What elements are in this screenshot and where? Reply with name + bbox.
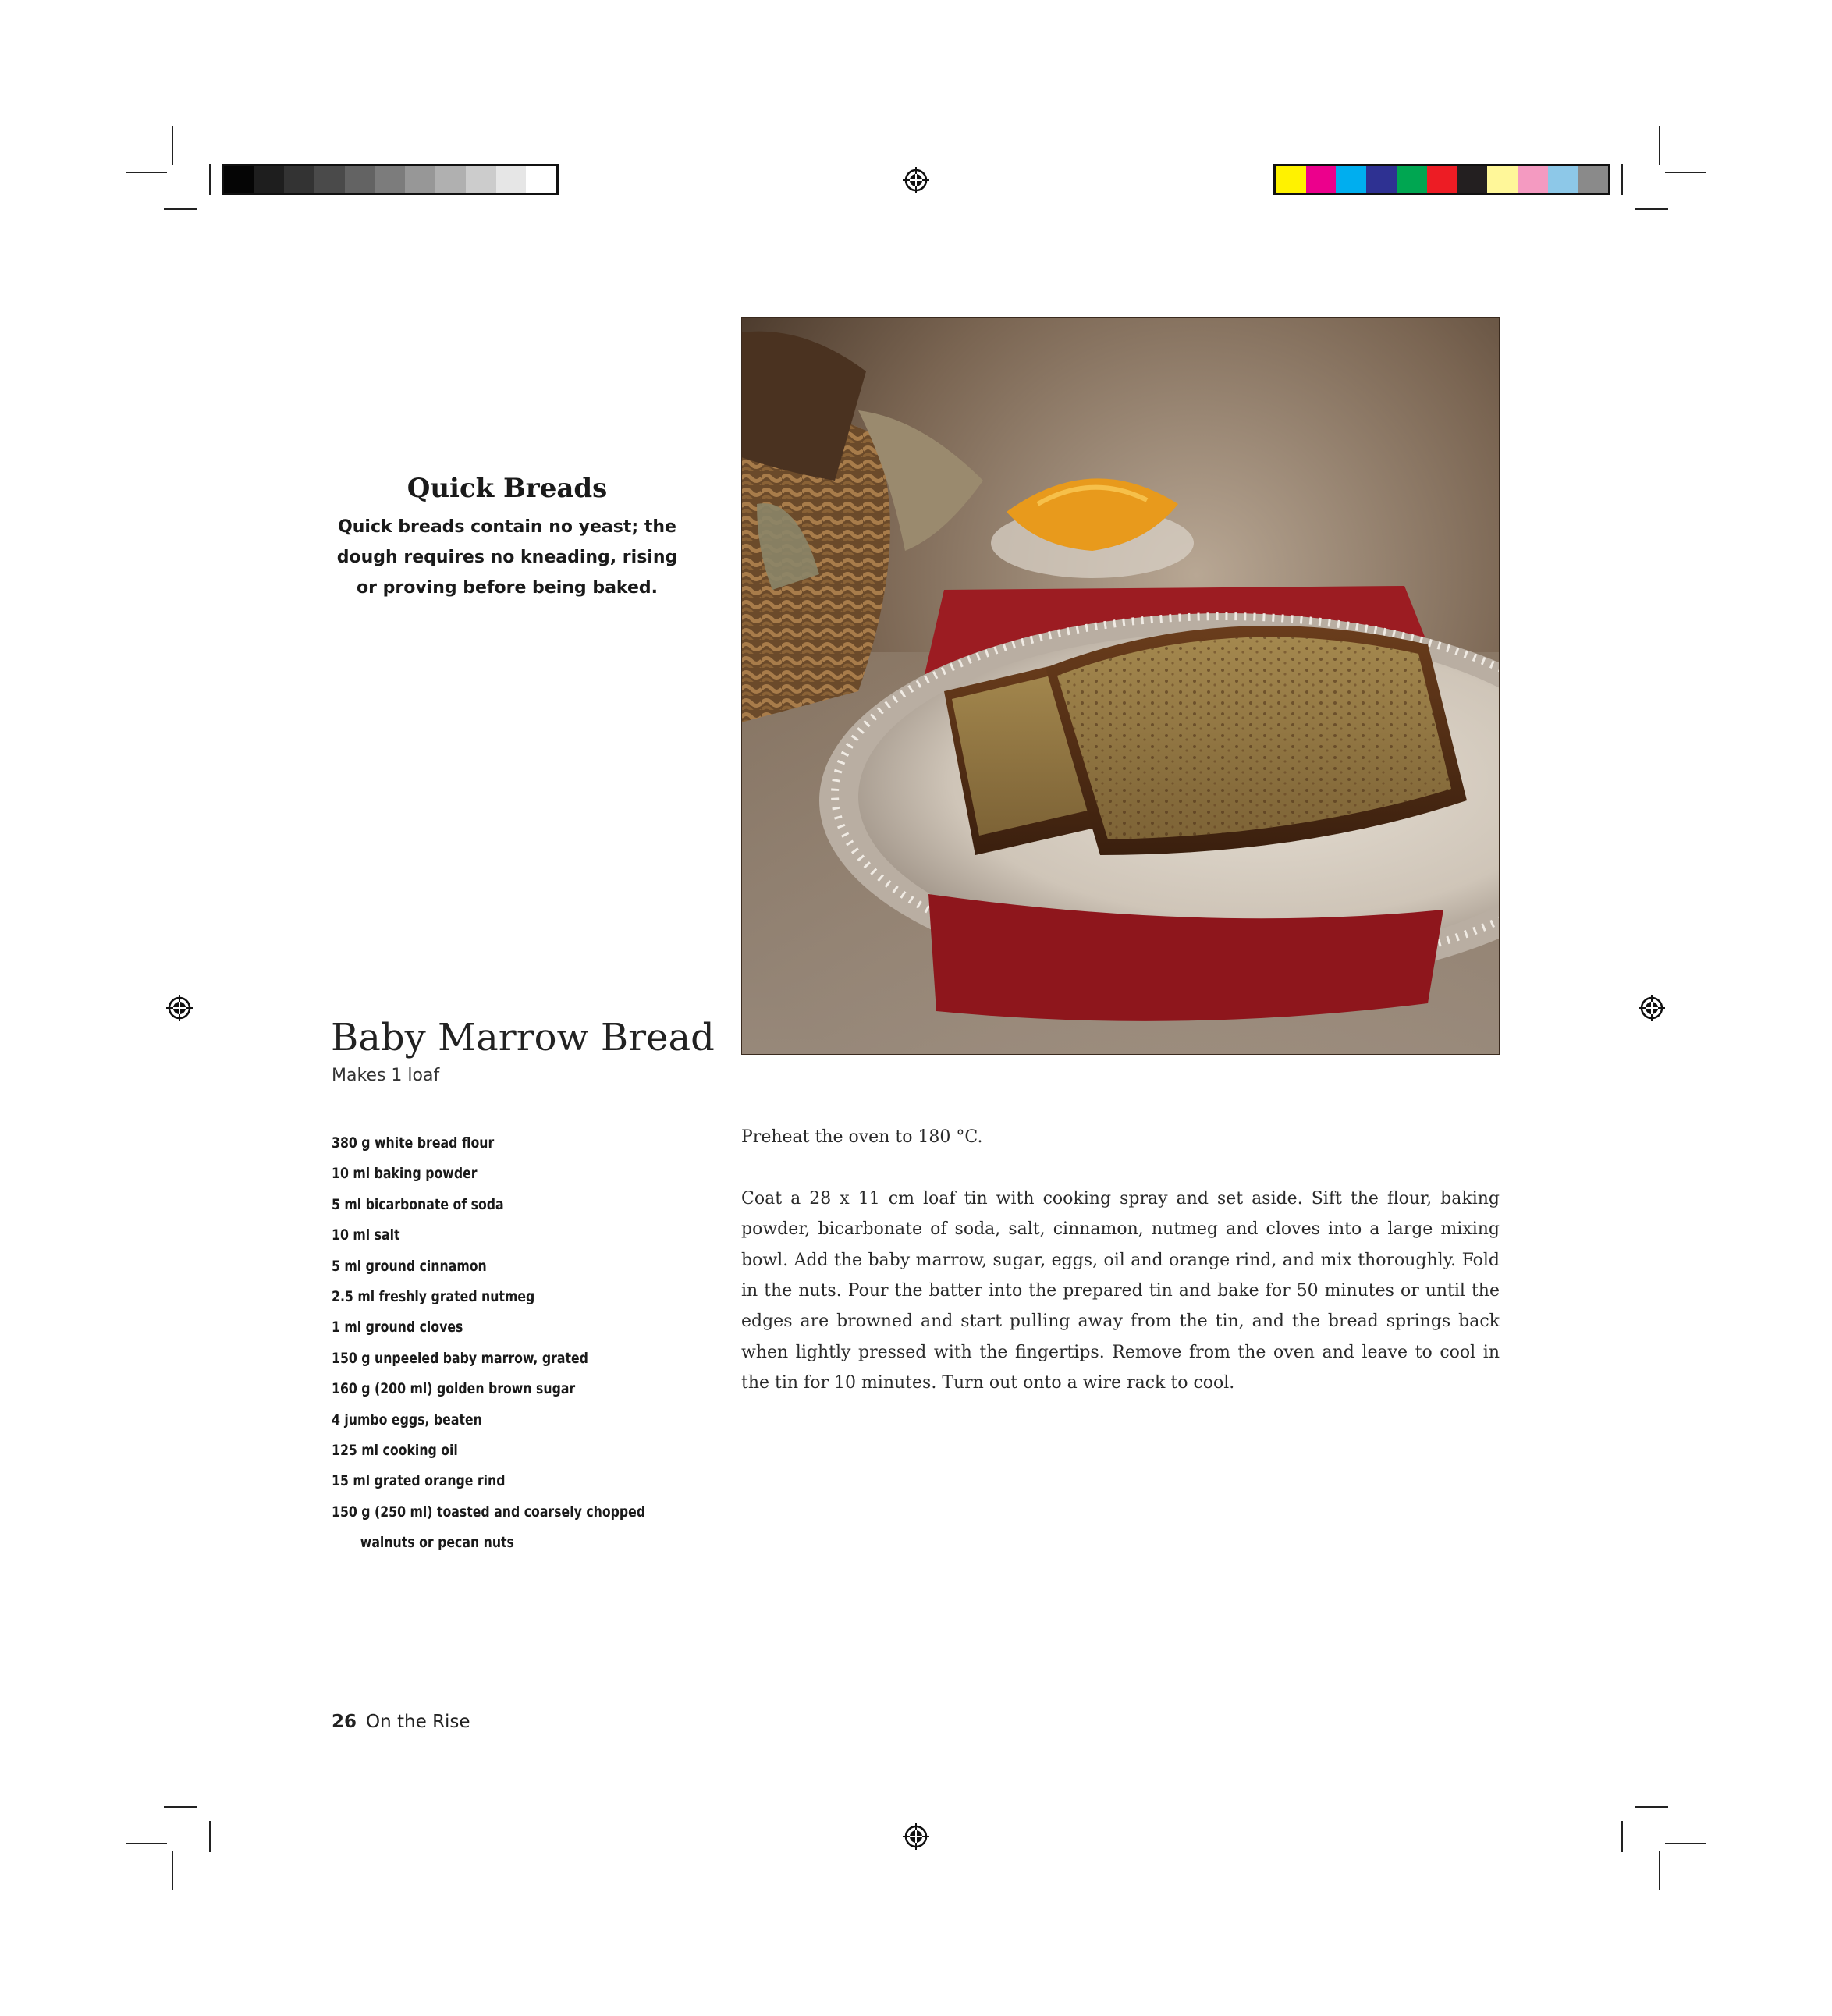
section-title: Quick Breads (407, 473, 608, 504)
ingredient-item: 150 g unpeeled baby marrow, grated (332, 1349, 588, 1367)
crop-mark (1665, 172, 1706, 173)
crop-mark (1659, 1851, 1660, 1890)
calibration-swatch (1276, 166, 1306, 193)
calibration-swatch (1457, 166, 1487, 193)
book-title: On the Rise (366, 1712, 470, 1732)
recipe-title: Baby Marrow Bread (331, 1016, 715, 1059)
calibration-swatch (345, 166, 375, 193)
ingredient-item: 125 ml cooking oil (332, 1442, 458, 1460)
recipe-yield: Makes 1 loaf (332, 1066, 440, 1085)
calibration-swatch (1427, 166, 1457, 193)
registration-mark-icon (166, 995, 193, 1021)
calibration-swatch (1578, 166, 1608, 193)
page-footer (332, 1712, 470, 1732)
crop-mark (209, 1821, 211, 1852)
section-intro-text: Quick breads contain no yeast; the dough requires no kneading, rising or proving before being baked. (336, 517, 678, 598)
calibration-swatch (1397, 166, 1427, 193)
calibration-swatch (254, 166, 285, 193)
registration-mark-icon (903, 1823, 929, 1850)
calibration-swatch (1487, 166, 1518, 193)
crop-mark (126, 1843, 167, 1844)
calibration-swatch (1518, 166, 1548, 193)
crop-mark (172, 126, 173, 165)
crop-mark (1665, 1843, 1706, 1844)
method-step: Preheat the oven to 180 °C. (741, 1127, 983, 1147)
crop-mark (1659, 126, 1660, 165)
calibration-swatch (375, 166, 406, 193)
crop-mark (164, 208, 197, 210)
registration-mark-icon (903, 167, 929, 193)
calibration-swatch (1548, 166, 1578, 193)
ingredient-item: 10 ml salt (332, 1226, 400, 1244)
calibration-swatch (526, 166, 556, 193)
calibration-swatch (405, 166, 435, 193)
crop-mark (1621, 164, 1623, 195)
ingredients-list (332, 1128, 737, 1559)
calibration-swatch (314, 166, 345, 193)
method-step: Coat a 28 x 11 cm loaf tin with cooking spray and set aside. Sift the flour, baking powder, bicarbonate of soda, salt, cinnamon, nutmeg and cloves into a large mixing bowl. Add the baby marrow, sugar, eggs, oil and orange rind, and mix thoroughly. Fold in the nuts. Pour the batter into the prepared tin and bake for 50 minutes or until the edges are browned and start pulling away from the tin, and the bread springs back when lightly pressed with the fingertips. Remove from the oven and leave to cool in the tin for 10 minutes. Turn out onto a wire rack to cool. (741, 1188, 1500, 1393)
ingredient-item: 15 ml grated orange rind (332, 1472, 506, 1490)
calibration-swatch (435, 166, 466, 193)
ingredient-item: 2.5 ml freshly grated nutmeg (332, 1288, 535, 1306)
crop-mark (164, 1806, 197, 1808)
ingredient-item: 4 jumbo eggs, beaten (332, 1411, 482, 1429)
crop-mark (1635, 208, 1668, 210)
color-calibration-strip (1273, 164, 1610, 195)
ingredient-item: 10 ml baking powder (332, 1165, 478, 1183)
ingredient-item: 5 ml ground cinnamon (332, 1257, 487, 1275)
calibration-swatch (466, 166, 496, 193)
ingredient-item-continued: walnuts or pecan nuts (360, 1534, 514, 1552)
crop-mark (1621, 1821, 1623, 1852)
calibration-swatch (1306, 166, 1337, 193)
crop-mark (209, 164, 211, 195)
crop-mark (172, 1851, 173, 1890)
ingredient-item: 1 ml ground cloves (332, 1319, 463, 1336)
ingredient-item: 150 g (250 ml) toasted and coarsely chopped (332, 1503, 646, 1521)
bread-photo (741, 317, 1500, 1055)
crop-mark (1635, 1806, 1668, 1808)
ingredient-item: 160 g (200 ml) golden brown sugar (332, 1380, 576, 1398)
calibration-swatch (284, 166, 314, 193)
ingredient-item: 5 ml bicarbonate of soda (332, 1195, 504, 1213)
registration-mark-icon (1639, 995, 1665, 1021)
calibration-swatch (1366, 166, 1397, 193)
crop-mark (126, 172, 167, 173)
page-number: 26 (332, 1712, 357, 1732)
calibration-swatch (224, 166, 254, 193)
grayscale-calibration-strip (222, 164, 559, 195)
calibration-swatch (1336, 166, 1366, 193)
ingredient-item: 380 g white bread flour (332, 1134, 495, 1152)
method-text (741, 1122, 1500, 1429)
calibration-swatch (496, 166, 527, 193)
